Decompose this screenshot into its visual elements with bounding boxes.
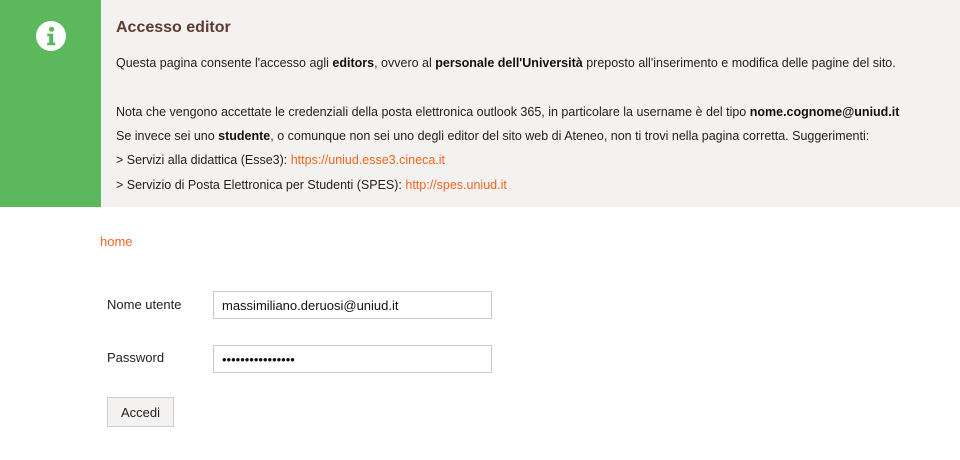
students-text: Se invece sei uno [116,129,219,143]
credentials-username-format: nome.cognome@uniud.it [749,105,900,119]
intro-text: preposto all'inserimento e modifica delle pagine del sito. [582,56,896,70]
info-icon [35,20,67,52]
notice-title: Accesso editor [116,19,231,36]
username-label: Nome utente [107,297,182,312]
suggestion-esse3 [116,152,445,168]
username-field[interactable] [213,291,492,319]
home-link[interactable]: home [100,234,133,249]
credentials-text: Nota che vengono accettate le credenziali della posta elettronica outlook 365, in particolare la username è del tipo [116,105,750,119]
spes-link[interactable]: http://spes.uniud.it [405,178,507,192]
intro-text: , ovvero al [374,56,436,70]
suggestion-label: > Servizi alla didattica (Esse3): [116,153,291,167]
esse3-link[interactable]: https://uniud.esse3.cineca.it [290,153,445,167]
intro-bold-staff: personale dell'Università [435,56,583,70]
password-label: Password [107,350,165,365]
login-button[interactable]: Accedi [107,397,174,427]
notice-students [116,128,869,144]
intro-bold-editors: editors [332,56,375,70]
password-field[interactable] [213,345,492,373]
suggestion-label: > Servizio di Posta Elettronica per Studenti (SPES): [116,178,406,192]
info-notice [0,0,960,207]
suggestion-spes [116,177,507,193]
students-text: , o comunque non sei uno degli editor del sito web di Ateneo, non ti trovi nella pagina corretta. Suggerimenti: [270,129,870,143]
notice-sidebar [0,0,101,207]
notice-credentials [116,104,899,120]
students-bold: studente [218,129,271,143]
intro-text: Questa pagina consente l'accesso agli [116,56,333,70]
notice-intro [116,55,896,71]
